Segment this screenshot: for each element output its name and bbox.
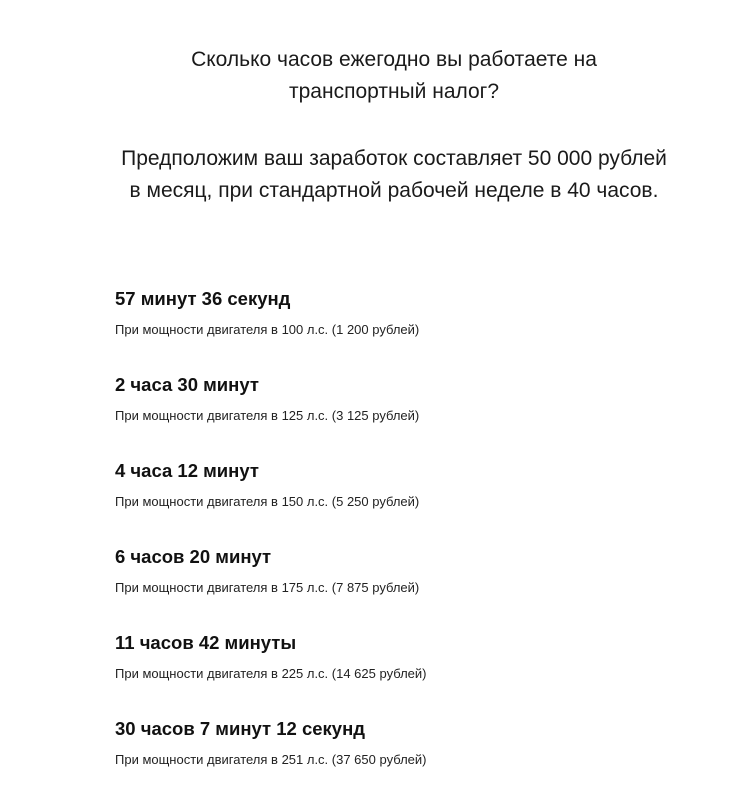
question-block [0,44,750,207]
question-title: Сколько часов ежегодно вы работаете на транспортный налог? [191,48,597,103]
result-item [115,373,715,459]
result-item [115,631,715,717]
result-caption: При мощности двигателя в 125 л.с. (3 125 рублей) [115,408,420,423]
question-assumption: Предположим ваш заработок составляет 50 000 рублей в месяц, при стандартной рабочей неделе в 40 часов. [121,147,667,202]
result-duration: 57 минут 36 секунд [115,288,291,309]
result-duration: 2 часа 30 минут [115,374,259,395]
result-item [115,717,715,803]
results-list [115,287,715,803]
result-item [115,545,715,631]
result-duration: 4 часа 12 минут [115,460,259,481]
result-duration: 30 часов 7 минут 12 секунд [115,718,365,739]
result-caption: При мощности двигателя в 251 л.с. (37 650 рублей) [115,752,427,767]
result-caption: При мощности двигателя в 225 л.с. (14 625 рублей) [115,666,427,681]
result-item [115,459,715,545]
result-caption: При мощности двигателя в 150 л.с. (5 250 рублей) [115,494,420,509]
result-duration: 11 часов 42 минуты [115,632,297,653]
result-duration: 6 часов 20 минут [115,546,272,567]
result-caption: При мощности двигателя в 100 л.с. (1 200 рублей) [115,322,420,337]
result-caption: При мощности двигателя в 175 л.с. (7 875 рублей) [115,580,420,595]
result-item [115,287,715,373]
